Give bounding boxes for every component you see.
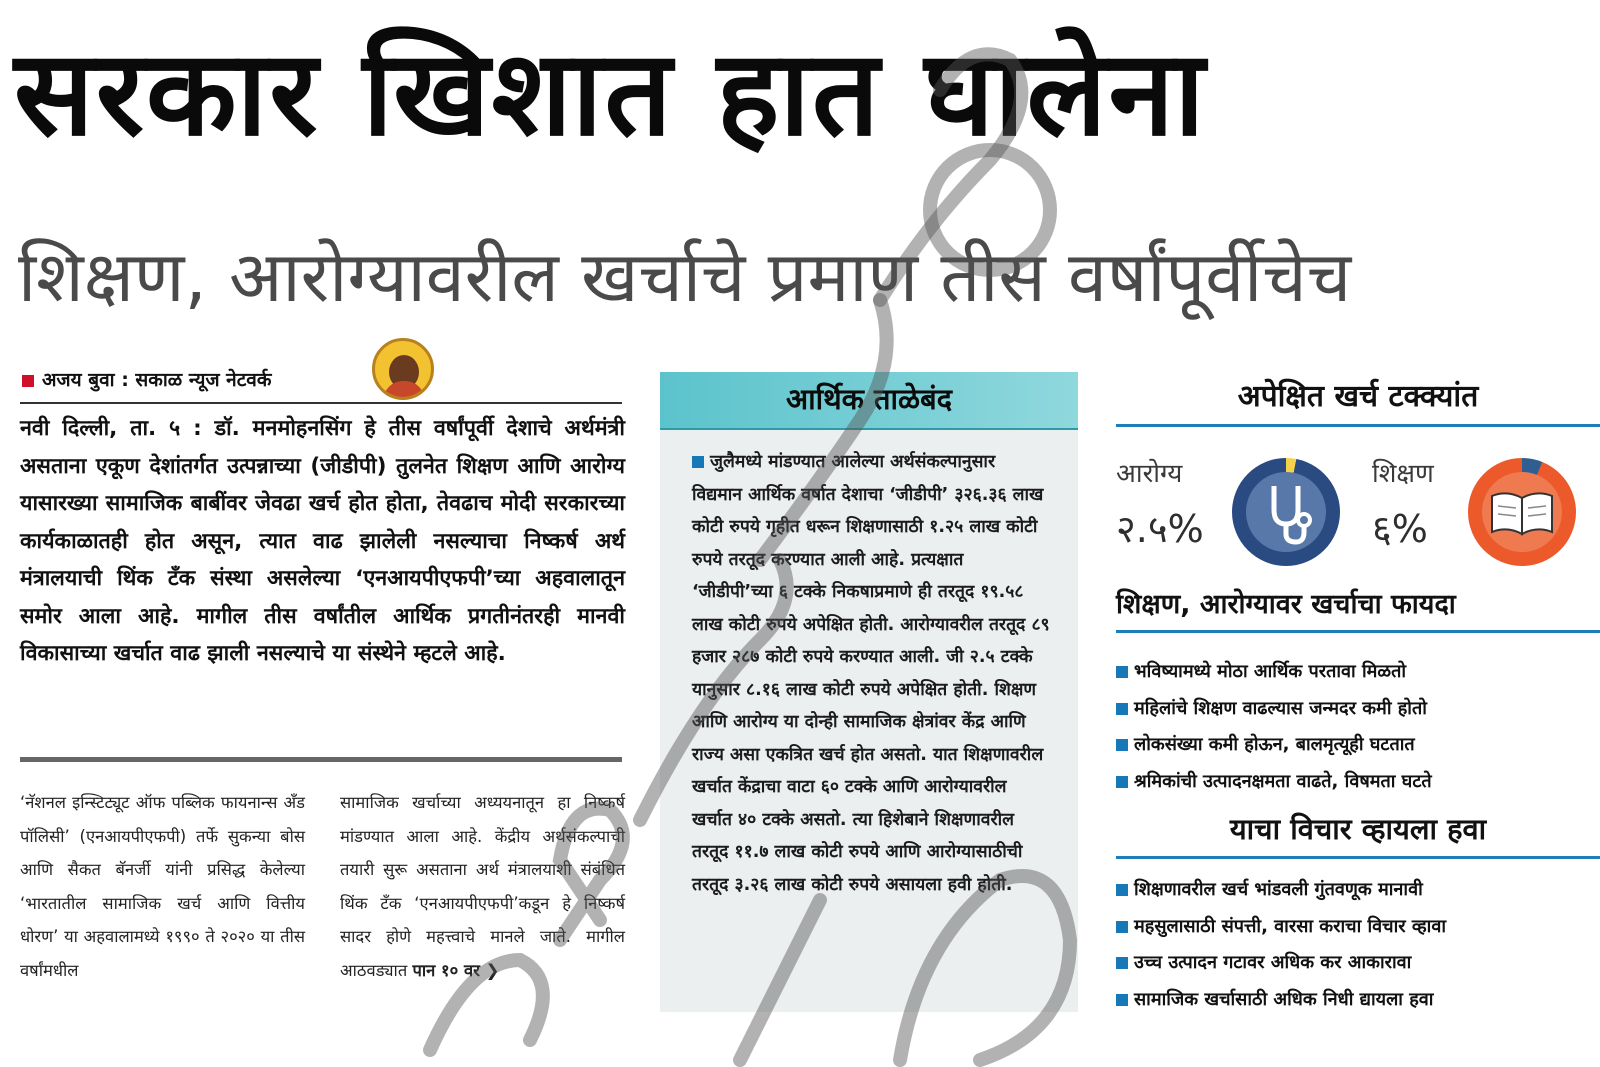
list-item <box>1116 909 1600 946</box>
expected-spending-title: अपेक्षित खर्च टक्क्यांत <box>1237 379 1479 414</box>
list-item <box>1116 982 1600 1019</box>
bullet-square-icon <box>1116 739 1128 751</box>
body-column-1: ‘नॅशनल इन्स्टिट्यूट ऑफ पब्लिक फायनान्स अँड पॉलिसी’ (एनआयपीएफपी) तर्फे सुकन्या बोस आणि सैकत बॅनर्जी यांनी प्रसिद्ध केलेल्या ‘भारतातील सामाजिक खर्च आणि वित्तीय धोरण’ या अहवालामध्ये १९९० ते २०२० या तीस वर्षांमधील <box>20 793 305 980</box>
list-item-text: लोकसंख्या कमी होऊन, बालमृत्यूही घटतात <box>1134 734 1415 755</box>
economic-balance-title: आर्थिक ताळेबंद <box>660 372 1078 430</box>
benefits-list <box>1116 654 1600 800</box>
author-logo-badge <box>372 338 434 400</box>
education-label: शिक्षण <box>1372 459 1434 489</box>
consider-list <box>1116 872 1600 1018</box>
headline: सरकार खिशात हात घालेना <box>14 24 1207 162</box>
bullet-square-icon <box>1116 994 1128 1006</box>
list-item-text: महिलांचे शिक्षण वाढल्यास जन्मदर कमी होतो <box>1134 697 1427 719</box>
list-item-text: श्रमिकांची उत्पादनक्षमता वाढते, विषमता घटते <box>1134 770 1432 792</box>
list-item <box>1116 872 1600 909</box>
list-item <box>1116 945 1600 982</box>
expected-spending-rule <box>1116 424 1600 427</box>
stethoscope-icon <box>1246 472 1326 552</box>
byline <box>22 366 622 402</box>
lead-divider <box>20 757 622 762</box>
bullet-square-icon <box>1116 666 1128 678</box>
list-item <box>1116 654 1600 691</box>
bullet-square-icon <box>1116 776 1128 788</box>
health-percent: २.५% <box>1116 507 1204 551</box>
economic-balance-box <box>660 372 1078 1012</box>
book-icon <box>1482 472 1562 552</box>
list-item-text: उच्च उत्पादन गटावर अधिक कर आकारावा <box>1134 952 1412 973</box>
bullet-square-icon <box>692 456 704 468</box>
bullet-square-icon <box>1116 957 1128 969</box>
lead-paragraph: नवी दिल्ली, ता. ५ : डॉ. मनमोहनसिंग हे तीस वर्षांपूर्वी देशाचे अर्थमंत्री असताना एकूण देशांतर्गत उत्पन्नाच्या (जीडीपी) तुलनेत शिक्षण आणि आरोग्य यासारख्या सामाजिक बाबींवर जेवढा खर्च होत होता, तेवढाच मोदी सरकारच्या कार्यकाळातही होत असून, त्यात वाढ झालेली नसल्याचा निष्कर्ष अर्थ मंत्रालयाची थिंक टँक संस्था असलेल्या ‘एनआयपीएफपी’च्या अहवालातून समोर आला आहे. मागील तीस वर्षांतील आर्थिक प्रगतीनंतरही मानवी विकासाच्या खर्चात वाढ झाली नसल्याचे या संस्थेने म्हटले आहे. <box>20 416 625 666</box>
bullet-square-icon <box>1116 703 1128 715</box>
health-label: आरोग्य <box>1116 459 1183 489</box>
benefits-title: शिक्षण, आरोग्यावर खर्चाचा फायदा <box>1116 589 1456 620</box>
list-item-text: महसुलासाठी संपत्ती, वारसा कराचा विचार व्हावा <box>1134 915 1446 937</box>
list-item <box>1116 764 1600 801</box>
expected-spending-box <box>1116 372 1600 1062</box>
bullet-square-icon <box>1116 884 1128 896</box>
list-item <box>1116 691 1600 728</box>
benefits-rule <box>1116 630 1600 633</box>
education-percent: ६% <box>1372 507 1428 551</box>
consider-title: याचा विचार व्हायला हवा <box>1229 812 1487 846</box>
byline-marker <box>22 375 34 387</box>
body-column-2-text: सामाजिक खर्चाच्या अध्ययनातून हा निष्कर्ष मांडण्यात आला आहे. केंद्रीय अर्थसंकल्पाची तयारी सुरू असताना अर्थ मंत्रालयाशी संबंधित थिंक टँक ‘एनआयपीएफपी’कडून हे निष्कर्ष सादर होणे महत्त्वाचे मानले जाते. मागील आठवड्यात <box>340 793 625 980</box>
body-column-2 <box>340 786 625 987</box>
byline-rule <box>20 402 622 404</box>
continued-page-link[interactable]: पान १० वर ❯ <box>412 960 500 980</box>
byline-text: अजय बुवा : सकाळ न्यूज नेटवर्क <box>42 369 272 391</box>
list-item-text: शिक्षणावरील खर्च भांडवली गुंतवणूक मानावी <box>1134 879 1423 900</box>
subheadline: शिक्षण, आरोग्यावरील खर्चाचे प्रमाण तीस वर्षांपूर्वीचेच <box>18 236 1352 318</box>
economic-balance-body: जुलैमध्ये मांडण्यात आलेल्या अर्थसंकल्पानुसार विद्यमान आर्थिक वर्षात देशाचा ‘जीडीपी’ ३२६.३६ लाख कोटी रुपये गृहीत धरून शिक्षणासाठी १.२५ लाख कोटी रुपये तरतूद करण्यात आली आहे. प्रत्यक्षात ‘जीडीपी’च्या ६ टक्के निकषाप्रमाणे ही तरतूद १९.५८ लाख कोटी रुपये अपेक्षित होती. आरोग्यावरील तरतूद ८९ हजार २८७ कोटी रुपये करण्यात आली. जी २.५ टक्के यानुसार ८.१६ लाख कोटी रुपये अपेक्षित होती. शिक्षण आणि आरोग्य या दोन्ही सामाजिक क्षेत्रांवर केंद्र आणि राज्य असा एकत्रित खर्च होत असतो. यात शिक्षणावरील खर्चात केंद्राचा वाटा ६० टक्के आणि आरोग्यावरील खर्चात ४० टक्के असतो. त्या हिशेबाने शिक्षणावरील तरतूद ११.७ लाख कोटी रुपये आणि आरोग्यासाठीची तरतूद ३.२६ लाख कोटी रुपये असायला हवी होती. <box>692 452 1050 895</box>
economic-balance-text <box>660 430 1078 901</box>
list-item-text: सामाजिक खर्चासाठी अधिक निधी द्यायला हवा <box>1134 988 1434 1010</box>
list-item <box>1116 727 1600 764</box>
bullet-square-icon <box>1116 921 1128 933</box>
consider-rule <box>1116 856 1600 859</box>
list-item-text: भविष्यामध्ये मोठा आर्थिक परतावा मिळतो <box>1134 661 1406 682</box>
